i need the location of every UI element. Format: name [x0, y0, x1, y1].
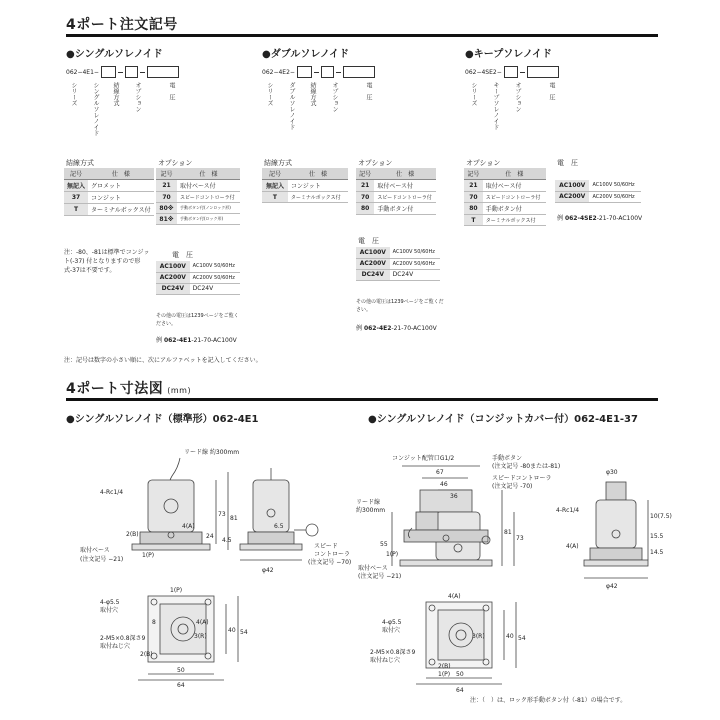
single-option-label: オプション	[158, 159, 193, 167]
single-label-type: シングルソレノイド	[92, 82, 99, 136]
svg-text:4.5: 4.5	[222, 537, 232, 544]
single-label-wiring: 結線方式	[112, 82, 119, 106]
dims-left-title: ●シングルソレノイド（標準形）062-4E1	[66, 414, 259, 425]
svg-text:1(P): 1(P)	[170, 587, 183, 594]
single-label-series: シリーズ	[70, 82, 77, 106]
svg-text:3(R): 3(R)	[472, 633, 485, 640]
keep-voltage-table: AC100V AC100V 50/60Hz AC200V AC200V 50/60Hz	[555, 180, 641, 203]
keep-option-table: 記号 仕 様 21 取付ベース付 70 スピードコントローラ付 80 手動ボタン付 T ターミナルボックス付	[464, 168, 546, 226]
keep-label-type: キープソレノイド	[492, 82, 499, 130]
keep-example: 例 062-4SE2-21-70-AC100V	[557, 215, 643, 222]
dims-rule	[66, 398, 658, 401]
keep-label-series: シリーズ	[470, 82, 477, 106]
svg-text:40: 40	[228, 627, 236, 634]
single-wiring-table: 記号 仕 様 無記入 グロメット 37 コンジット T ターミナルボックス付	[64, 168, 154, 216]
svg-text:73: 73	[218, 511, 226, 518]
double-label-wiring: 結線方式	[309, 82, 316, 106]
double-label-voltage: 電 圧	[365, 82, 372, 100]
double-other-voltage: その他の電圧は1239ページをご覧ください。	[356, 299, 444, 313]
svg-text:4(A): 4(A)	[182, 523, 195, 530]
keep-label-option: オプション	[514, 82, 521, 112]
dims-section-title: 4ポート寸法図 (mm)	[66, 381, 192, 397]
double-solenoid-title: ●ダブルソレノイド	[262, 49, 350, 60]
double-wiring-table: 記号 仕 様 無記入 コンジット T ターミナルボックス付	[262, 168, 348, 203]
double-label-type: ダブルソレノイド	[288, 82, 295, 130]
double-option-label: オプション	[358, 159, 393, 167]
svg-text:1(P): 1(P)	[142, 552, 155, 559]
svg-text:2-M5×0.8深さ9: 2-M5×0.8深さ9	[370, 649, 416, 656]
svg-text:81: 81	[230, 515, 238, 522]
order-section-title: 4ポート注文記号	[66, 17, 178, 33]
svg-text:4(A): 4(A)	[448, 593, 461, 600]
svg-text:取付ベース: 取付ベース	[358, 565, 388, 572]
svg-text:8: 8	[152, 619, 156, 626]
svg-text:36: 36	[450, 493, 458, 500]
double-label-option: オプション	[331, 82, 338, 112]
svg-text:約300mm: 約300mm	[356, 507, 386, 514]
single-other-voltage: その他の電圧は1239ページをご覧ください。	[156, 313, 239, 327]
svg-text:取付ベース: 取付ベース	[80, 547, 110, 554]
single-code-text: 062−4E1−	[66, 68, 99, 76]
svg-text:取付ねじ穴: 取付ねじ穴	[100, 643, 131, 650]
svg-text:50: 50	[456, 671, 464, 678]
single-label-voltage: 電 圧	[168, 82, 175, 100]
svg-text:4(A): 4(A)	[566, 543, 579, 550]
double-voltage-label: 電 圧	[358, 237, 379, 245]
single-voltage-table: AC100V AC100V 50/60Hz AC200V AC200V 50/60Hz DC24V DC24V	[156, 261, 240, 295]
svg-text:(注文記号 −21): (注文記号 −21)	[80, 556, 124, 563]
svg-text:2-M5×0.8深さ9: 2-M5×0.8深さ9	[100, 635, 146, 642]
svg-text:コンジット配管口G1/2: コンジット配管口G1/2	[392, 455, 455, 462]
svg-text:φ30: φ30	[606, 469, 618, 476]
right-dimension-drawing	[352, 428, 672, 696]
single-code-line	[66, 66, 179, 78]
svg-text:81: 81	[504, 529, 512, 536]
dims-footnote: 注：（ ）は、ロック形手動ボタン付（-81）の場合です。	[470, 697, 627, 704]
svg-text:10(7.5): 10(7.5)	[650, 513, 672, 520]
svg-text:46: 46	[440, 481, 448, 488]
single-voltage-label: 電 圧	[172, 251, 193, 259]
double-voltage-table: AC100V AC100V 50/60Hz AC200V AC200V 50/60Hz DC24V DC24V	[356, 247, 440, 281]
svg-text:4(A): 4(A)	[196, 619, 209, 626]
svg-text:取付ねじ穴: 取付ねじ穴	[370, 657, 401, 664]
svg-text:64: 64	[177, 682, 185, 689]
keep-label-voltage: 電 圧	[548, 82, 555, 100]
svg-text:4-Rc1/4: 4-Rc1/4	[100, 489, 124, 496]
svg-text:73: 73	[516, 535, 524, 542]
svg-text:1(P): 1(P)	[386, 551, 399, 558]
svg-text:64: 64	[456, 687, 464, 694]
svg-text:4-φ5.5: 4-φ5.5	[100, 599, 120, 606]
svg-text:55: 55	[380, 541, 388, 548]
double-code-line: 062−4E2−	[262, 66, 375, 78]
double-label-series: シリーズ	[266, 82, 273, 106]
svg-text:取付穴: 取付穴	[100, 607, 119, 614]
svg-text:(注文記号 −21): (注文記号 −21)	[358, 573, 402, 580]
svg-text:4-φ5.5: 4-φ5.5	[382, 619, 402, 626]
keep-solenoid-title: ●キープソレノイド	[465, 49, 552, 60]
svg-text:スピード: スピード	[314, 543, 338, 550]
svg-text:取付穴: 取付穴	[382, 627, 401, 634]
svg-text:1(P): 1(P)	[438, 671, 451, 678]
svg-text:(注文記号 -80または-81): (注文記号 -80または-81)	[492, 463, 561, 470]
svg-text:2(B): 2(B)	[438, 663, 451, 670]
svg-text:リード線: リード線	[356, 499, 381, 506]
svg-text:40: 40	[506, 633, 514, 640]
single-label-option: オプション	[134, 82, 141, 112]
keep-voltage-label: 電 圧	[557, 159, 578, 167]
dims-right-title: ●シングルソレノイド（コンジットカバー付）062-4E1-37	[368, 414, 638, 425]
svg-text:2(B): 2(B)	[126, 531, 139, 538]
svg-text:24: 24	[206, 533, 214, 540]
single-option-table: 記号 仕 様 21 取付ベース付 70 スピードコントローラ付 80※ 手動ボタン付(ノンロック形) 81※ 手動ボタン付(ロック形)	[156, 168, 240, 225]
double-option-table: 記号 仕 様 21 取付ベース付 70 スピードコントローラ付 80 手動ボタン付	[356, 168, 436, 215]
svg-text:スピードコントローラ: スピードコントローラ	[492, 475, 552, 482]
svg-text:(注文記号 −70): (注文記号 −70)	[308, 559, 352, 566]
svg-text:φ42: φ42	[262, 567, 274, 574]
svg-text:(注文記号 -70): (注文記号 -70)	[492, 483, 533, 490]
single-note: 注：-80、-81は標準でコンジット(-37) 付となりますので形式-37は不要です。	[64, 249, 150, 274]
svg-text:2(B): 2(B)	[140, 651, 153, 658]
voltage-box	[147, 66, 179, 78]
svg-text:手動ボタン: 手動ボタン	[492, 455, 523, 462]
svg-text:リード線 約300mm: リード線 約300mm	[184, 449, 240, 456]
svg-text:15.5: 15.5	[650, 533, 664, 540]
double-wiring-label: 結線方式	[264, 159, 292, 167]
svg-text:6.5: 6.5	[274, 523, 284, 530]
svg-text:コントローラ: コントローラ	[314, 551, 351, 558]
single-wiring-label: 結線方式	[66, 159, 94, 167]
double-example: 例 062-4E2-21-70-AC100V	[356, 325, 437, 332]
svg-text:50: 50	[177, 667, 185, 674]
svg-text:4-Rc1/4: 4-Rc1/4	[556, 507, 580, 514]
keep-option-label: オプション	[466, 159, 501, 167]
svg-text:54: 54	[240, 629, 248, 636]
svg-text:54: 54	[518, 635, 526, 642]
keep-code-line: 062−4SE2−	[465, 66, 559, 78]
svg-text:14.5: 14.5	[650, 549, 664, 556]
single-solenoid-title: ●シングルソレノイド	[66, 49, 163, 60]
section-rule	[66, 34, 658, 37]
single-example: 例 062-4E1-21-70-AC100V	[156, 337, 237, 344]
wiring-box	[101, 66, 116, 78]
order-footnote: 注：記号は数字の小さい順に、次にアルファベットを記入してください。	[64, 357, 262, 364]
svg-text:67: 67	[436, 469, 444, 476]
option-box	[125, 66, 138, 78]
left-dimension-drawing	[60, 428, 350, 688]
svg-text:φ42: φ42	[606, 583, 618, 590]
svg-text:3(R): 3(R)	[194, 633, 207, 640]
